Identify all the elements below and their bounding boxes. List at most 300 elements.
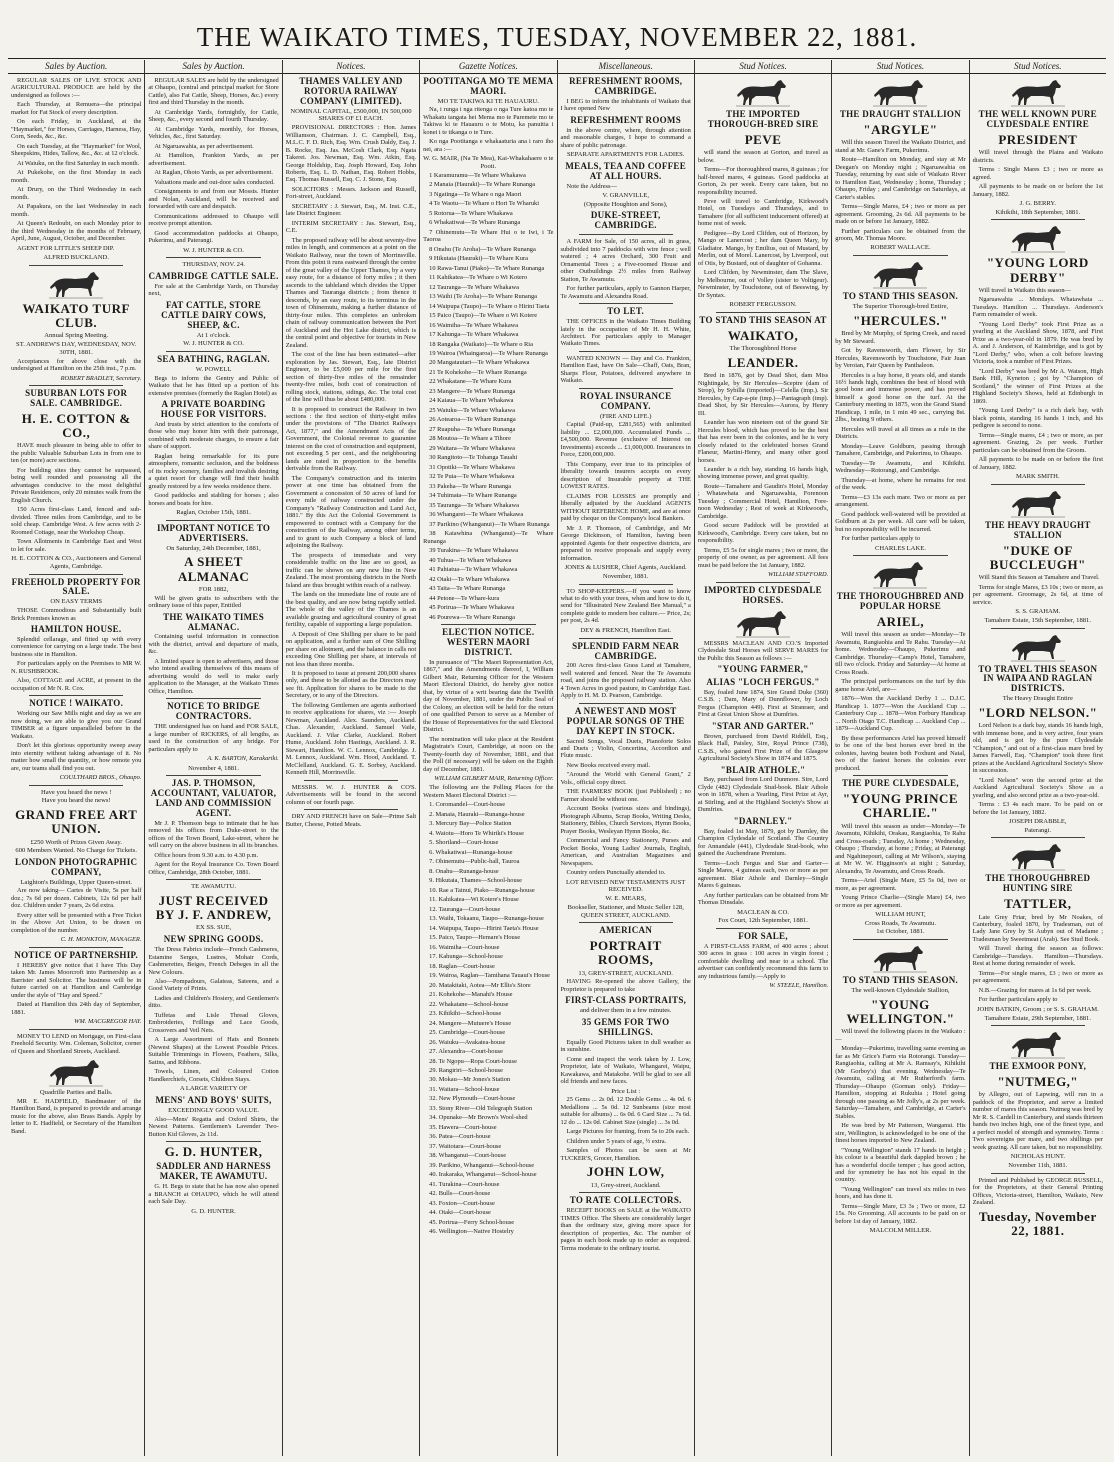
- ad-paragraph: by Allegro, out of Lapwing, will run in a paddock of the Proprietor, and serve a limited number of mares this season. Nutmeg was bred by Mr R. S. Cardell in Canterbury, and stands thirteen hands two inches high, one of the finest type, and a perfect model of strength and symmetry. Terms : Two sovereigns per mare, and two shillings per week grazing. All care taken, but no responsibility.: [972, 1091, 1103, 1151]
- ad-signature: A. K. BARTON, Karakariki.: [207, 755, 279, 763]
- ad-centered-line: Have you heard the news!: [41, 797, 111, 805]
- ad-paragraph: Are now taking— Cartes de Visite, 5s per half doz.; 7s 6d per dozen. Cabinets, 12s 6d per half doz. Children under 7 years, 2s 6d extra.: [11, 887, 142, 910]
- ad-paragraph: It is proposed to construct the Railway in two sections : the first section of thirty-eight miles under the provisions of "The District Railways Act, 1877," and the Amendment Acts of the Government, the Colonial revenue to guarantee interest on the cost of construction and equipment, not exceeding 5 per cent., and the neighbouring lands are rated in proportion to the benefits derivable from the Railway.: [285, 405, 417, 473]
- divider: [716, 928, 810, 929]
- ad-paragraph: For particulars apply on the Premises to MR W. N. RUSHBROOK.: [11, 660, 142, 675]
- ad-paragraph: A FIRST-CLASS FARM, of 400 acres ; about 300 acres in grass : 100 acres in virgin forest ; comfortable dwelling and near to a school. The advertiser can confidently recommend this farm to any industrious family.—Apply to: [697, 942, 829, 980]
- ad-paragraph: At Hamilton, Frankton Yards, as per advertisement.: [148, 152, 279, 167]
- ad-heading: TO RATE COLLECTORS.: [569, 1195, 682, 1206]
- ad-centered-line: November 11th, 1881.: [1008, 1162, 1068, 1170]
- ad-paragraph: At Queen's Redoubt, on each Monday prior to the third Wednesday in the months of February, April, June, August, October, and December.: [11, 220, 142, 243]
- ad-paragraph: Terms—For single mares, £3 ; two or more as per agreement.: [972, 969, 1103, 985]
- ad-paragraph: Brown, purchased from David Riddell, Esq., Black Hall, Paisley, Sire, Royal Prince (738), C.S.B., who gained First Prize of the Glasgow Agricultural Society's Show in 1874 and 1875.: [697, 732, 829, 763]
- ad-paragraph: Come and inspect the work taken by J. Low, Proprietor, late of Waikato, Whangarei, Waipu, Kawakawa, and Matakohe. Will be glad to see all old friends and new faces.: [560, 1055, 691, 1086]
- ad-paragraph: "Young Wellington" can travel six miles in two hours, and has done it.: [835, 1185, 966, 1201]
- ad-centered-line: £250 Worth of Prizes Given Away.: [30, 838, 122, 846]
- ad-paragraph: Na, i runga i nga ritenga o nga Ture katoa mo te Whakatu tangata hei Mema mo te Paremete mo te Takiwa ki te Hauauru o te Motu, ka panuitia i konei i te tikanga o te Ture.: [423, 106, 554, 136]
- ad-centered-line: The Heavy Draught Entire: [1002, 695, 1073, 703]
- ad-heading: IMPORTANT NOTICE TO ADVERTISERS.: [156, 522, 271, 543]
- ad-heading: MENS' AND BOYS' SUITS,: [155, 1094, 272, 1105]
- ad-paragraph: 29 Waitara—Te Whare Whakawa: [429, 444, 515, 452]
- ad-centered-line: W. J. HUNTER & CO.: [183, 246, 244, 254]
- horse-illustration-icon: [871, 259, 929, 289]
- ad-paragraph: Commercial and Fancy Stationery, Purses and Pocket Books, Young Ladies' Journals, English, American, and Australian Magazines and Newspapers.: [560, 837, 691, 867]
- ad-centered-line: W. G. MAIR, (Na Te Mea), Kai-Whakahaere o te Pooti.: [423, 155, 554, 171]
- column-5: [558, 60, 695, 1456]
- ad-title: H. E. COTTON & CO.,: [21, 410, 131, 441]
- ad-paragraph: Bred by Mr Murphy, of Spring Creek, and raced by Mr Steward.: [835, 330, 966, 345]
- ad-paragraph: SOLICITORS : Messrs. Jackson and Russell, Fort-street, Auckland.: [285, 185, 417, 201]
- ad-paragraph: 12. Tauranga—Court-house: [429, 905, 501, 913]
- ad-paragraph: At Waiuku, on the first Saturday in each month.: [17, 159, 140, 167]
- publication-date: Tuesday, November 22, 1881.: [978, 1208, 1097, 1238]
- ad-paragraph: Containing useful information in connection with the district, arrival and departure of mails, &c.: [148, 633, 279, 656]
- ad-centered-line: (FIRE AND LIFE.): [599, 412, 652, 420]
- ad-paragraph: 8 Onahu (Te Aroha)—Te Whare Runanga: [429, 245, 536, 253]
- ad-paragraph: Samples of Photos can be seen at Mr TUCKER'S, Grocer, Hamilton.: [560, 1147, 691, 1162]
- ad-centered-line: Kihikihi, 18th September, 1881.: [995, 208, 1081, 216]
- ad-paragraph: 32. New Plymouth—Court-house: [429, 1095, 516, 1103]
- ad-paragraph: 4 Te Waotu—Te Whare o Hori Te Wharuki: [429, 200, 540, 208]
- divider: [166, 520, 260, 521]
- ad-paragraph: Will travel through the Plains and Waikato districts.: [972, 149, 1103, 164]
- ad-centered-line: Bookseller, Stationer, and Music Seller 128, QUEEN STREET, AUCKLAND.: [567, 903, 684, 919]
- ad-heading: NEW SPRING GOODS.: [163, 934, 264, 945]
- ad-paragraph: THE FARMERS' BOOK (just Published) ; no Farmer should be without one.: [560, 788, 691, 803]
- ad-paragraph: Terms—Single mares, £4 ; two or more, as per agreement. Grazing, 2s per week. Further particulars can be obtained from the Groom.: [972, 431, 1103, 454]
- ad-paragraph: 38. Whanganui—Court-house: [429, 1152, 507, 1160]
- ad-paragraph: "Lord Derby" was bred by Mr A. Watson, High Bank Hill, Kyneton ; got by "Champion of Scotland," the winner of First Prizes at the Highland Society's Shows, held at Edinburgh in 1869.: [972, 367, 1103, 405]
- ad-paragraph: Good secure Paddock will be provided at Kirkwood's, Cambridge. Every care taken, but no responsibility.: [697, 522, 829, 545]
- ad-paragraph: CLAIMS FOR LOSSES are promptly and liberally adjusted by the Auckland AGENTS WITHOUT REFERENCE HOME, and are at once paid by cheque on the Company's local Bankers.: [560, 492, 691, 523]
- divider: [579, 638, 673, 639]
- ad-centered-line: 13, Grey-street, Auckland.: [590, 1181, 661, 1189]
- ad-centered-line: Laighton's Buildings, Upper Queen-street.: [20, 878, 132, 886]
- ad-paragraph: HAVE much pleasure in being able to offer to the public Valuable Suburban Lots in from one to ten (or more) acre sections.: [11, 442, 142, 465]
- ad-centered-line: The Superior Thorough-bred Entire,: [852, 303, 949, 311]
- ad-title: WAIKATO,: [727, 327, 799, 343]
- ad-paragraph: Raglan being remarkable for its pure atmosphere, romantic seclusion, and the boldness of its rocky scenery, families and invalids desiring a quiet resort for change will find their health greatly restored by a few weeks residence there.: [148, 452, 279, 490]
- ad-centered-line: NOMINAL CAPITAL, £500,000, IN 500,000 SHARES OF £1 EACH.: [290, 107, 412, 123]
- ad-paragraph: Every sitter will be presented with a Free Ticket in the Above Art Union, to be drawn on completion of the number.: [11, 911, 142, 934]
- ad-paragraph: 9. Hikutaia, Thames—School-house: [429, 877, 523, 885]
- ad-paragraph: 7 Ohinemutu—Te Whare Hui o te Iwi, i Te Taoroa: [423, 228, 554, 244]
- ad-paragraph: 32 Te Puia—Te Whare Whakawa: [429, 473, 515, 481]
- ad-centered-line: ROBERT WALLACE.: [870, 244, 931, 252]
- ad-paragraph: "Young Lord Derby" took First Prize as a yearling at the Auckland Show, 1878, and First Prize as a two-year-old in 1879. He was bred by A. and J. Anderson, of Kaimbridge, and is got by "Lord Derby," who, when a colt before leaving Victoria, took a number of First Prizes.: [972, 320, 1103, 366]
- ad-centered-line: ON EASY TERMS: [50, 598, 103, 606]
- ad-paragraph: Ngaruawahia ... Mondays. Whatawhata ... Tuesdays. Hamilton ... Thursdays. Anderson's Farm remainder of week.: [972, 296, 1103, 319]
- ad-paragraph: A FARM for Sale, of 150 acres, all in grass, subdivided into 7 paddocks with wire fence ; well watered ; 4 acres Orchard, 300 Fruit and Ornamental Trees ; a Five-roomed House and other Outbuildings 2½ miles from Railway Station, Te Awamutu.: [560, 238, 691, 283]
- ad-signature: ROBERT BRADLEY, Secretary.: [60, 374, 142, 382]
- ad-heading: SUBURBAN LOTS FOR SALE. CAMBRIDGE.: [25, 388, 128, 408]
- ad-paragraph: 27. Alexandra—Court-house: [429, 1048, 503, 1056]
- column-heading: Miscellaneous.: [558, 60, 694, 74]
- ad-paragraph: Terms, £5 5s for single mares ; two or more, the property of one owner, as per agreement. All fees must be paid before the 1st January, 1882.: [697, 546, 829, 569]
- ad-paragraph: Tuesday—Te Awamutu, and Kihikihi. Wednesday—Rotorangi, and Cambridge.: [835, 459, 966, 475]
- masthead-title: THE WAIKATO TIMES, TUESDAY, NOVEMBER 22, 1881.: [196, 22, 918, 52]
- ad-paragraph: Consignments to and from our Mossts. Hunter and Nolan, Auckland, will be received and forwarded with care and despatch.: [148, 188, 279, 211]
- ad-paragraph: 13 Waihi (Te Aroha)—Te Whare Runanga: [429, 293, 537, 301]
- ad-heading: THE PURE CLYDESDALE,: [841, 778, 959, 789]
- ad-paragraph: 34. Opunake—Mr Brown's Wool-shed: [429, 1114, 528, 1122]
- divider: [441, 624, 535, 625]
- ad-paragraph: The Company's construction and its interim power at one time has obtained from the Government a concession of 50 acres of land for every mile of railway constructed under the Company's "Railway Construction and Land Act, 1881." By this Act the Colonial Government is empowered to contract with a Company for the construction of the Railway, among other terms, and to grant to such Company a block of land adjoining the Railway.: [285, 474, 417, 550]
- horse-illustration-icon: [871, 943, 929, 973]
- ad-heading: ALIAS "LOCH FERGUS.": [706, 676, 820, 687]
- ad-paragraph: Young Prince Charlie—(Single Mare) £4, two or more as per agreement.: [835, 894, 966, 909]
- ad-paragraph: Terms—Loch Fergus and Star and Garter—Single Mares, 4 guineas each, two or more as per agreement. Blair Athole and Darnley—Single Mares 6 guineas.: [697, 859, 829, 890]
- ad-title: "LORD NELSON.": [978, 704, 1098, 720]
- ad-paragraph: Mr J. P. Thomson begs to intimate that he has removed his offices from Duke-street to the offices of the Town Board, Lake-street, where he will carry on the above business in all its branches.: [148, 819, 279, 850]
- ad-paragraph: Terms : Single Mares £3 ; two or more as agreed.: [972, 166, 1103, 181]
- ad-heading: 35 GEMS FOR TWO SHILLINGS.: [581, 1017, 670, 1037]
- divider: [991, 628, 1085, 629]
- ad-heading: HAMILTON HOUSE.: [30, 624, 122, 635]
- divider: [579, 234, 673, 235]
- ad-centered-line: G. D. HUNTER.: [191, 1207, 236, 1215]
- ad-paragraph: The principal performances on the turf by this game horse Ariel, are—: [835, 678, 966, 693]
- ad-paragraph: 22. Whakatane—School-house: [429, 1000, 509, 1008]
- divider: [166, 351, 260, 352]
- ad-paragraph: Also—Pompadours, Galateas, Sateens, and a Good Variety of Prints.: [148, 977, 279, 993]
- horse-illustration-icon: [734, 608, 792, 638]
- ad-heading: "BLAIR ATHOLE.": [720, 764, 806, 775]
- ad-paragraph: Terms—Single Mares, £4 ; two or more as per agreement. Grooming, 2s 6d. All payments to be made on or before 1st January, 1882.: [835, 203, 966, 226]
- ad-centered-line: Tamahere Estate, 29th September, 1881.: [984, 1014, 1091, 1022]
- ad-paragraph: Working our Saw Mills night and day as we are now doing, we are able to give you our Grand TIMBER at a figure unparalleled before in the Waikato.: [11, 710, 142, 740]
- ad-paragraph: 20 Mangatautari—Te Whare Whakawa: [429, 359, 530, 367]
- ad-paragraph: A limited space is open to advertisers, and those who intend availing themselves of this means of advertising would do well to make early application to the Manager, at the Waikato Times Office, Hamilton.: [148, 657, 279, 695]
- ad-paragraph: At Raglan, Ohoto Yards, as per advertisement.: [154, 169, 273, 177]
- ad-signature: COULTHARD BROS., Ohaupo.: [59, 774, 142, 782]
- ad-heading: NOTICE TO BRIDGE CONTRACTORS.: [167, 701, 261, 722]
- ad-heading: THE IMPORTED THOROUGH-BRED SIRE: [707, 109, 819, 129]
- ad-title: TATTLER,: [1004, 896, 1072, 912]
- ad-heading: TO STAND THIS SEASON.: [842, 291, 959, 302]
- ad-paragraph: Will travel this season as under—Monday—Te Awamutu, Rangiaohia and Te Rahu. Tuesday—At home. Wednesday—Ohaupo, Pukerimu and Cambridge. Thursday—Camp's Hotel, Tamahere, till two o'clock. Friday and Saturday—At home at Cross Roads.: [835, 631, 966, 676]
- divider: [29, 947, 123, 948]
- ad-heading: THE THOROUGHBRED HUNTING SIRE: [985, 873, 1091, 894]
- ad-paragraph: Towels, Linen, and Coloured Cotton Handkerchiefs, Corsets, Children Stays.: [148, 1068, 279, 1083]
- ad-paragraph: Got by Ravensworth, dam Flower, by Sir Hercules, Ravensworth by Touchstone, Fair Juan by Veroian, Fair Queen by Panthaleon.: [835, 347, 966, 370]
- ad-heading: AMERICAN: [599, 925, 653, 936]
- ad-paragraph: "Around the World with General Grant," 2 Vols., official copy direct.: [560, 771, 691, 786]
- ad-paragraph: For further particulars apply to: [978, 996, 1058, 1004]
- ad-heading: SADDLER AND HARNESS MAKER, TE AWAMUTU.: [156, 1161, 271, 1182]
- horse-illustration-icon: [871, 559, 929, 589]
- ad-paragraph: Splendid cellarage, and fitted up with every convenience for carrying on a large trade. The best business site in Hamilton.: [11, 635, 142, 658]
- column-heading: Stud Notices.: [832, 60, 968, 74]
- ad-paragraph: "Young Wellington" stands 17 hands in height ; his colour is a beautiful dark dappled brown ; he has a wonderful docile temper ; has good action, and for symmetry he has not his equal in the country.: [835, 1146, 966, 1184]
- ad-paragraph: 40. Irakaraka, Whanganui—School-house: [429, 1171, 537, 1179]
- ad-centered-line: Annual Spring Meeting.: [44, 332, 109, 340]
- ad-paragraph: 35. Hawera—Court-house: [429, 1123, 497, 1131]
- ad-paragraph: 20. Matakitaki, Aotea—Mr Ellis's Store: [429, 981, 531, 989]
- ad-paragraph: Sacred Songs, Vocal Duets, Pianoforte Solos and Duets ; Violin, Concertina, Accordion and Flute music.: [560, 737, 691, 760]
- ad-paragraph: G. H. Begs to state that he has now also opened a BRANCH at OHAUPO, which he will attend each Sale Day.: [148, 1183, 279, 1206]
- divider: [991, 837, 1085, 838]
- ad-paragraph: Terms—Single Mare, £3 3s ; Two or more, £2 15s. No Grooming. All accounts to be paid on or before 1st day of January, 1882.: [835, 1202, 966, 1225]
- column-heading: Gazette Notices.: [420, 60, 556, 74]
- ad-paragraph: 18. Raglan—Court-house: [429, 962, 495, 970]
- ad-heading: LONDON PHOTOGRAPHIC COMPANY,: [15, 856, 138, 877]
- ad-paragraph: Terms : £3 4s each mare. To be paid on or before the 1st January, 1882.: [972, 801, 1103, 816]
- ad-paragraph: 21. Kohekohe—Manahi's House: [429, 991, 513, 999]
- ad-paragraph: 14. Waipupa, Taupo—Hirini Taeta's House: [429, 924, 539, 932]
- ad-heading: THAMES VALLEY AND ROTORUA RAILWAY COMPANY (LIMITED).: [299, 76, 403, 106]
- ad-paragraph: in the above centre, where, through attention and reasonable charges, I hope to command a share of public patronage.: [560, 126, 691, 149]
- ad-paragraph: The nomination will take place at the Resident Magistrate's Court, Cambridge, at noon on the Twenty-fourth day of November, 1881, and that the Poll (if necessary) will be taken on the Eighth day of December, 1881.: [423, 735, 554, 773]
- ad-paragraph: Hercules will travel at all times as a rule in the Districts.: [835, 425, 966, 441]
- ad-heading: CAMBRIDGE CATTLE SALE.: [148, 271, 279, 282]
- divider: [853, 555, 947, 556]
- ad-paragraph: Monday—Pukerimu, travelling same evening as far as Mr Grice's Farm via Rotorangi. Tuesday—Rangiaohia, calling at Mr A. Ramsay's, Kihikihi (Mr Gorboy's) that evening. Wednesday—Te Awamutu, calling at Mr Rutherford's farm. Thursday—Ohaupo (Gorman only). Friday—Hamilton, stopping at Rukuhia ; Hotel going through one passing as Mr Jolly's, at 2s per week. Saturday—Tamahere, and Cambridge, at Carter's Stables.: [835, 1045, 966, 1120]
- ad-paragraph: At Cambridge Yards, monthly, for Horses, Vehicles, &c., first Saturday.: [148, 125, 279, 141]
- ad-paragraph: DRY AND FRENCH have on Sale—Prime Salt Butter, Cheese, Potted Meats.: [285, 813, 417, 828]
- ad-title: JUST RECEIVED BY J. F. ANDREW,: [155, 892, 272, 923]
- horse-illustration-icon: [1009, 488, 1067, 518]
- ad-paragraph: 10 Rawa-Tanui (Piako)—Te Whare Runanga: [429, 264, 545, 272]
- ad-paragraph: At Cambridge Yards, fortnightly, for Cattle, Sheep, &c., every second and fourth Thursday.: [148, 108, 279, 124]
- ad-paragraph: In pursuance of "The Maori Representation Act, 1867," and the Amendments thereof, I, William Gilbert Mair, Returning Officer for the Western Maori Electoral District, do hereby give notice that, by virtue of a writ bearing date the Twelfth day of November, 1881, under the Public Seal of the Colony, an election will be held for the return of one qualified Person to serve as a Member of the House of Representatives for the said Electoral District.: [423, 658, 554, 734]
- column-1: [8, 60, 145, 1456]
- ad-paragraph: Large Pictures for framing, from 5s to 20s each.: [566, 1128, 690, 1136]
- ad-paragraph: Mr J. P. Thomson, of Cambridge, and Mr George Dickinson, of Hamilton, having been appointed Agents for their respective districts, are prepared to receive proposals and supply every information.: [560, 524, 691, 562]
- ad-heading: REFRESHMENT ROOMS: [570, 114, 682, 125]
- ad-heading: JAS. P. THOMSON, ACCOUNTANT, VALUATOR, LAND AND COMMISSION AGENT.: [150, 778, 277, 818]
- ad-paragraph: 33. Stony River—Old Telegraph Station: [429, 1104, 533, 1112]
- ad-heading: NOTICE ! WAIKATO.: [29, 698, 124, 709]
- ad-paragraph: 6. Whakatiwai—Runanga-house: [429, 848, 513, 856]
- column-3: [283, 60, 420, 1456]
- ad-centered-line: (Opposite Houghton and Sons),: [583, 200, 668, 208]
- ad-paragraph: Town Allotments in Cambridge East and West to let for sale.: [11, 538, 142, 553]
- ad-paragraph: 17 Kahunga—Te Whare Whakawa: [429, 331, 519, 339]
- ad-paragraph: 40 Tuhua—Te Whare Whakawa: [429, 556, 512, 564]
- ad-paragraph: 30 Rangitoto—Te Tohanga Tauahi: [429, 454, 518, 462]
- divider: [29, 1029, 123, 1030]
- ad-paragraph: MONEY TO LEND on Mortgage, on First-class Freehold Security. Wm. Coleman, Solicitor, corner of Queen and Shortland Streets, Auckland.: [11, 1032, 142, 1055]
- ad-title: "DUKE OF BUCCLEUGH": [989, 542, 1086, 572]
- ad-heading: THE EXMOOR PONY,: [989, 1061, 1087, 1072]
- ad-paragraph: The Dress Fabrics include—French Cashmeres, Estamine Serges, Lustres, Mohair Cords, Cashmerettes, Beiges, French Debeges in all the New Colours.: [148, 946, 279, 976]
- ad-centered-line: A LARGE VARIETY OF: [179, 1085, 248, 1093]
- ad-paragraph: A Deposit of One Shilling per share to be paid on application, and a further sum of One Shilling per share on allotment, and the balance in calls not exceeding One Shilling per share, at intervals of not less than three months.: [285, 630, 417, 668]
- divider: [991, 1173, 1085, 1174]
- ad-centered-line: V. GRANVILLE,: [602, 192, 649, 200]
- ad-paragraph: Bred in 1876, got by Dead Shot, dam Miss Nightingale, by Sir Hercules—Sceptre (dam of Strop), by Sybilla (imported)—Celella (imp.). Sir Hercules, by Cap-a-pie (imp.)—Pantagraph (imp). Dead Shot, by Sir Hercules—Aurora, by Henry III.: [697, 372, 829, 417]
- ad-paragraph: Will travel this season as under—Monday—Te Awamutu, Kihikihi, Orakau, Rangiaohia, Te Rahu and Cross-roads ; Tuesday, At home ; Wednesday, Ohaupo ; Thursday, at home ; Friday, at Paterangi and Ngahinepouri, calling at Mr Wilson's, staying at Mr W. W. Higginson's at night ; Saturday, Alexandra, Te Awamutu, and Cross Roads.: [835, 822, 966, 875]
- horse-illustration-icon: [47, 1057, 105, 1087]
- ad-heading: SEA BATHING, RAGLAN.: [157, 354, 270, 365]
- divider: [853, 939, 947, 940]
- column-6: [695, 60, 832, 1456]
- ad-paragraph: This Company, ever true to its principles of liberality towards insurers accepts on every description of Insurable property at THE LOWEST RATES.: [560, 460, 691, 491]
- masthead-rule: [8, 58, 1106, 59]
- ad-paragraph: Children under 5 years of age, ½ extra.: [566, 1137, 667, 1145]
- ad-paragraph: 19 Wairoa (Whaingaroa)—Te Whare Runanga: [429, 350, 548, 357]
- column-2: [145, 60, 282, 1456]
- ad-centered-line: FOR 1882,: [198, 585, 229, 593]
- ad-signature: WM. MACGREGOR HAY.: [74, 1018, 142, 1026]
- ad-paragraph: The following are the Polling Places for the Western Maori Electoral District :—: [423, 784, 554, 799]
- ad-paragraph: 200 Acres first-class Grass Land at Tamahere, well watered and fenced. Near the Te Awamutu road, and joins the proposed railway station. Also 4 Town Acres in good pasture, in Cambridge East. Apply to H. M. D. Pearson, Cambridge.: [560, 662, 691, 700]
- ad-heading: FOR SALE,: [738, 931, 788, 941]
- ad-paragraph: The prospects of immediate and very considerable traffic on the line are so good, as traffic can be shown on any new line in New Zealand. The most promising districts in the North Island are thus brought within reach of a railway.: [285, 551, 417, 589]
- ad-title: PEVE: [744, 131, 782, 147]
- ad-paragraph: Bay, purchased from Lord Dunmore. Sire, Lord Clyde (482) Clydesdale Stud-book. Blair Athole won in 1878, when a Yearling, First Prize at Ayr, at Stirling, and at the Highland Society's Show at Dumfries.: [697, 776, 829, 814]
- ad-paragraph: 23 Mangere—Te Whare Runanga: [429, 387, 516, 395]
- ad-paragraph: 10. Rae a Tainui, Piako—Runanga-house: [429, 886, 535, 894]
- ad-heading: THE THOROUGHBRED AND POPULAR HORSE: [836, 591, 965, 612]
- ad-paragraph: 3 Ngatinga—Te Whare o nga Maori: [429, 190, 522, 198]
- ad-title: "YOUNG LORD DERBY": [986, 255, 1089, 285]
- ad-paragraph: Thursday—at home, where he remains for rest of the week.: [835, 476, 966, 492]
- horse-illustration-icon: [734, 77, 792, 107]
- divider: [166, 879, 260, 880]
- column-8: [970, 60, 1106, 1456]
- ad-paragraph: Lord Clifden, by Newminster, dam The Slave, by Melbourne, out of Volley (sister to Voltigeur). Newminster, by Touchstone, out of Beeswing, by Dr Syntax.: [697, 269, 829, 299]
- ad-paragraph: Bay, foaled June 1874, Sire Grand Duke (360) C.S.B. ; Dam, Mary of Dunnflower, by Loch Fergus (Champion 449). First at Stranraer, and First at Great Union Show at Dumfries.: [697, 688, 829, 719]
- ad-paragraph: will stand the season at Gorton, and travel as below.: [697, 149, 829, 164]
- ad-centered-line: Cross Roads, Te Awamutu.: [864, 919, 937, 927]
- ad-centered-line: Have you heard the news !: [40, 788, 112, 796]
- divider: [29, 265, 123, 266]
- ad-paragraph: All payments to be made on or before the first of January, 1882.: [972, 456, 1103, 471]
- ad-paragraph: He was bred by Mr Patterson, Wanganui. His sire, Wellington, is acknowledged to be one of the finest horses imported to New Zealand.: [835, 1122, 966, 1145]
- ad-paragraph: Late Grey Friar, bred by Mr Noakes, of Canterbury, foaled 1870, by Tradesman, out of Lady Jane Grey by St Aubyn out of Madame ; Tradesman by Sweetmeat (Arab). See Stud Book.: [972, 913, 1103, 943]
- divider: [29, 574, 123, 575]
- ad-paragraph: For building sites they cannot be surpassed, being well rounded and possessing all the advantages conducive to the most delightful Private Residences, only 20 minutes walk from the English Church.: [11, 466, 142, 504]
- ad-paragraph: Will Stand this Season at Tamahere and Travel.: [978, 574, 1100, 582]
- ad-paragraph: 15. Paico, Taupo—Hemare's House: [429, 934, 521, 942]
- ad-paragraph: Begs to inform the Gentry and Public of Waikato that he has fitted up a portion of his extensive premises (formerly the Raglan Hotel) as: [148, 374, 279, 397]
- ad-heading: SPLENDID FARM NEAR CAMBRIDGE.: [572, 640, 680, 661]
- ad-paragraph: 24 Kaiaua—Te Whare Whakawa: [429, 397, 514, 405]
- ad-centered-line: MARK SMITH.: [1016, 473, 1060, 481]
- ad-paragraph: Hercules is a bay horse, 8 years old, and stands 16½ hands high, combines the best of blood with good bone and immense power, and has proved himself a good horse on the turf. At the Canterbury meeting in 1875, won the Grand Stand Handicap, 1 mile, in 1 min 49 sec., carrying 8st. 2lbs., beating 9 others.: [835, 371, 966, 424]
- ad-paragraph: Printed and Published by GEORGE RUSSELL, for the Proprietors, at their General Printing Offices, Victoria-street, Hamilton, Waikato, New Zealand.: [972, 1176, 1103, 1207]
- ad-title: JOHN LOW,: [586, 1164, 665, 1180]
- ad-centered-line: S. S. GRAHAM.: [1015, 608, 1061, 616]
- horse-illustration-icon: [871, 77, 929, 107]
- ad-paragraph: Any further particulars can be obtained from Mr Thomas Dinsdale.: [697, 891, 829, 907]
- divider: [991, 1025, 1085, 1026]
- ad-heading: THE HEAVY DRAUGHT STALLION: [985, 519, 1091, 540]
- ad-title: PRESIDENT: [998, 131, 1078, 147]
- ad-heading: ELECTION NOTICE. WESTERN MAORI DISTRICT.: [442, 627, 535, 657]
- ad-title: "NUTMEG,": [997, 1074, 1079, 1090]
- ad-paragraph: 38 Kaiawhina (Whanganui)—Te Whare Runanga: [423, 530, 554, 545]
- ad-heading: ROYAL INSURANCE COMPANY.: [579, 390, 672, 411]
- ad-paragraph: Capital (Paid-up, £281,565) with unlimited liability ... £2,000,000. Accumulated Funds ... £4,500,000. Revenue (exclusive of Interest on Investments) exceeds ... £1,000,000. Insurances in Force, £200,000,000.: [560, 421, 691, 459]
- ad-centered-line: 13, GREY-STREET, AUCKLAND.: [578, 969, 673, 977]
- ad-paragraph: Valuations made and out-door sales conducted.: [154, 178, 275, 186]
- ad-paragraph: Ladies and Children's Hosiery, and Gentlemen's ditto.: [148, 994, 279, 1010]
- ad-paragraph: 6 Whakatiwai—Te Whare Runanga: [429, 219, 521, 227]
- ad-paragraph: The following Gentlemen are agents authorised to receive applications for shares, viz :— Joseph Newman, Auckland. Alex. Saunders, Auckland. Chas. Alexander, Auckland. Samuel Vaile, Auckland. J. Vilar Clarke, Auckland. Robert Hume, Auckland. John Hastings, Auckland. J. R. Stewart, Hamilton. W. C. Lennox, Cambridge. J. M. Lennox, Auckland. Wm. Hood, Auckland. T. McClelland, Auckland. G. E. Sorbey, Auckland. Kenneth Hill, Morrinsville.: [285, 701, 417, 777]
- ad-paragraph: Equally Good Pictures taken in dull weather as in sunshine.: [560, 1038, 691, 1054]
- column-7: [832, 60, 969, 1456]
- ad-paragraph: 39 Turakina—Te Whare Whakawa: [429, 547, 519, 555]
- ad-paragraph: 36 Whangarei—Te Whare Whakawa: [429, 511, 524, 519]
- ad-paragraph: Communications addressed to Ohaupo will receive prompt attention.: [148, 212, 279, 228]
- ad-paragraph: 16. Waimiha—Court-house: [429, 943, 500, 951]
- ad-paragraph: 1. Coromandel—Court-house: [429, 801, 506, 809]
- ad-paragraph: WANTED KNOWN — Day and Co. Frankton, Hamilton East, have On Sale—Chaff, Oats, Bran, Sharps Flour, Potatoes, delivered anywhere in Waikato.: [560, 354, 691, 385]
- divider: [579, 703, 673, 704]
- ad-paragraph: Terms—£3 13s each mare. Two or more as per arrangement.: [835, 493, 966, 509]
- ad-paragraph: MR E. HADFIELD, Bandmaster of the Hamilton Band, is prepared to provide and arrange music for the above, also Brass Bands. Apply by letter to E. Hadfield, or Secretary of the Hamilton Band.: [11, 1097, 142, 1135]
- ad-paragraph: 46. Wellington—Native Hostelry: [429, 1228, 514, 1236]
- ad-paragraph: 19. Wairoa, Raglan—Tamihana Tauaui's House: [429, 972, 551, 980]
- ad-heading: A PRIVATE BOARDING HOUSE FOR VISITORS.: [160, 399, 267, 419]
- ad-centered-line: November 4, 1881.: [188, 764, 240, 772]
- ad-paragraph: At Papakura, on the last Wednesday in each month.: [11, 203, 142, 218]
- divider: [579, 303, 673, 304]
- ad-paragraph: On each Friday, in Auckland, at the "Haymarket," for Horses, Carriages, Harness, Hay, Corn, Seeds, &c., &c.: [11, 118, 142, 141]
- divider: [579, 922, 673, 923]
- ad-heading: A NEWEST AND MOST POPULAR SONGS OF THE DAY KEPT IN STOCK.: [566, 705, 685, 736]
- ad-centered-line: Fox Court, 12th September, 1881.: [718, 917, 808, 925]
- ad-paragraph: "Young Lord Derby" is a rich dark bay, with black points, standing 16 hands 1 inch, and his pedigree is second to none.: [972, 407, 1103, 430]
- ad-title: LEANDER.: [727, 354, 799, 370]
- ad-paragraph: Pedigree—By Lord Clifden, out of Horizon, by Mango or Lanercost ; her dam Queen Mary, by Gladiator. Mango, by Emilius, out of Mustard, by Merlin, out of Morel. Lanercost, by Liverpool, out of Otis, by Bustard, out of daughter of Gohanna.: [697, 229, 829, 267]
- ad-paragraph: 41 Pahiatua—Te Whare Whakawa: [429, 566, 518, 574]
- ad-centered-line: MACLEAN & CO.: [737, 908, 789, 916]
- ad-heading: "YOUNG FARMER,": [717, 664, 809, 674]
- ad-centered-line: Paterangi.: [1024, 826, 1052, 834]
- ad-title: "YOUNG WELLINGTON.": [846, 996, 955, 1026]
- horse-illustration-icon: [47, 269, 105, 299]
- ad-centered-line: JOSEPH DRABBLE,: [1009, 818, 1067, 826]
- ad-paragraph: 41. Turakina—Court-house: [429, 1180, 500, 1188]
- ad-paragraph: And trusts by strict attention to the comforts of those who may honor him with their patronage, combined with moderate charges, to ensure a fair share of support.: [148, 420, 279, 451]
- divider: [166, 1141, 260, 1142]
- ad-paragraph: 16 Waimiha—Te Whare Whakawa: [429, 321, 519, 329]
- ad-paragraph: Will Travel during the season as follows: Cambridge—Tuesdays. Hamilton—Thursdays. Rest at home during remainder of week.: [972, 945, 1103, 968]
- divider: [166, 257, 260, 258]
- ad-paragraph: 43 Taita—Te Whare Runanga: [429, 585, 506, 593]
- ad-paragraph: 150 Acres first-class Land, fenced and sub-divided. Three miles from Cambridge, and to be sold cheap. Cambridge West. A few acres with 2-Roomed Cottage, near the Workshop Cheap.: [11, 506, 142, 536]
- ad-paragraph: REGULAR SALES OF LIVE STOCK AND AGRICULTURAL PRODUCE are held by the undersigned as follows :—: [11, 77, 142, 99]
- ad-paragraph: Also—Mens' Regatta and Oxford Shirts, the Newest Patterns. Gentlemen's Lavender Two-Button Kid Gloves, 2s 11d.: [148, 1115, 279, 1138]
- ad-paragraph: 36. Patea—Court-house: [429, 1133, 491, 1141]
- ad-heading: REFRESHMENT ROOMS, CAMBRIDGE.: [569, 76, 683, 96]
- ad-paragraph: 8. Onahu—Runanga-house: [429, 867, 499, 875]
- ad-title: "ARGYLE": [863, 121, 938, 137]
- ad-paragraph: By these performances Ariel has proved himself to be one of the best horses ever bred in the colonies, having beaten both Foxhunt and Natal, two of the fastest horses the colonies ever produced.: [835, 734, 966, 772]
- column-heading: Stud Notices.: [970, 60, 1106, 74]
- ad-paragraph: 44 Petone—Te Whare-kura: [429, 594, 500, 602]
- ad-paragraph: 23. Kihikihi—School-house: [429, 1010, 502, 1018]
- divider: [166, 698, 260, 699]
- ad-paragraph: Lord Nelson is a dark bay, stands 16 hands high, with immense bone, and is very active, four years old, and is got by the pure Clydesdale "Champion," and out of a first-class mare bred by James Farwell, Esq. "Champion" took three first prizes at the Auckland Agricultural Society's Show in succession.: [972, 722, 1103, 775]
- ad-paragraph: 45 Porirua—Te Whare Whakawa: [429, 604, 515, 612]
- ad-heading: MEALS, TEA AND COFFEE AT ALL HOURS.: [565, 160, 687, 181]
- ad-paragraph: Good paddocks and stabling for horses ; also horses and boats for hire.: [148, 492, 279, 507]
- ad-paragraph: INTERIM SECRETARY : Jas. Stewart, Esq., C.E.: [285, 219, 417, 235]
- ad-paragraph: 34 Tuhimata—Te Whare Runanga: [429, 492, 517, 500]
- ad-heading: IMPORTED CLYDESDALE HORSES.: [704, 584, 822, 605]
- ad-paragraph: 1876—Won the Auckland Derby 1 ... D.J.C. Handicap 1. 1877—Won the Auckland Cup ... Canterbury Cup ... 1878—Won Forbury Handicap ... North Otago T.C. Handicap ... Auckland Cup ... 1879—Auckland Cup.: [835, 695, 966, 733]
- ad-centered-line: Tamahere Estate, 15th September, 1881.: [984, 616, 1091, 624]
- ad-centered-line: W. POWELL: [195, 365, 232, 373]
- ad-paragraph: Also, COTTAGE and ACRE, at present in the occupation of Mr N. R. Cox.: [11, 677, 142, 692]
- ad-paragraph: 42 Otaki—Te Whare Whakawa: [429, 575, 510, 583]
- ad-title: A SHEET ALMANAC: [177, 554, 250, 584]
